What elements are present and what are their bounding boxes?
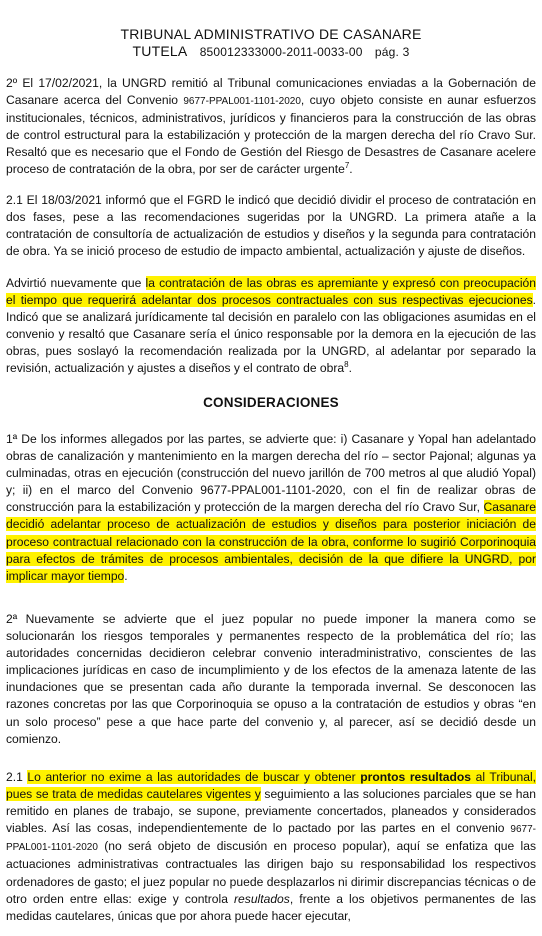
paragraph-2-1: 2.1 El 18/03/2021 informó que el FGRD le indicó que decidió dividir el proceso de contratación en dos fases, pese a las recomendaciones sugeridas por la UNGRD. La primera atañe a la contratación de consultoría de actualización de estudios y diseños y la segunda para contratación de obra. Ya se inició proceso de estudio de impacto ambiental, actualización y ajuste de diseños.	[6, 193, 536, 259]
page-number: pág. 3	[374, 45, 410, 59]
paragraph-2: 2º El 17/02/2021, la UNGRD remitió al Tribunal comunicaciones enviadas a la Gobernación de Casanare acerca del Convenio 9677-PPAL001-1101-2020, cuyo objeto consiste en aunar esfuerzos institucionales, técnicos, administrativos, jurídicos y financieros para la construcción de las obras de control estructural para la estabilización y protección de la margen derecha del río Cravo Sur. Resaltó que es necesario que el Fondo de Gestión del Riesgo de Desastres de Casanare acelere proceso de contratación de la obra, por ser de carácter urgente$^7$.	[6, 76, 536, 177]
tutela-label: TUTELA	[132, 43, 188, 59]
italic-text: resultados	[234, 891, 290, 906]
highlighted-text: la contratación de las obras es apremiante y expresó con preocupación el tiempo que requerirá adelantar dos procesos contractuales con sus respectivas ejecuciones	[6, 276, 536, 308]
footnote-ref-7: 7	[344, 161, 350, 171]
case-line	[6, 43, 536, 61]
consideration-1: 1ª De los informes allegados por las partes, se advierte que: i) Casanare y Yopal han adelantado obras de canalización y mantenimiento en la margen derecha del río – sector Pajonal; algunas ya culminadas, otras en ejecución (construcción del nuevo jarillón de 700 metros al que aludió Yopal) y; ii) en el marco del Convenio 9677-PPAL001-1101-2020, con el fin de realizar obras de construcción para la estabilización y protección de la margen derecha del río Cravo Sur, Casanare decidió adelantar proceso de actualización de estudios y diseños para posterior iniciación de proceso contractual relacionado con la construcción de la obra, conforme lo sugirió Corporinoquia para efectos de trámites de procesos ambientales, decisión de la que difiere la UNGRD, por implicar mayor tiempo.	[6, 432, 536, 583]
highlighted-text: Lo anterior no exime a las autoridades de buscar y obtener prontos resultados al Tribunal, pues se trata de medidas cautelares vigentes y	[6, 770, 536, 802]
consideration-2-1: 2.1 Lo anterior no exime a las autoridades de buscar y obtener prontos resultados al Tribunal, pues se trata de medidas cautelares vigentes y seguimiento a las soluciones parciales que se han remitido en planes de trabajo, se supone, previamente concertados, planeados y considerados viables. Así las cosas, independientemente de lo pactado por las partes en el convenio 9677-PPAL001-1101-2020 (no será objeto de discusión en proceso popular), aquí se enfatiza que las actuaciones administrativas contractuales las dirigen bajo su responsabilidad los respectivos ordenadores de gasto; el juez popular no puede desplazarlos ni dirimir discrepancias técnicas o de otro orden entre ellas: exige y controla resultados, frente a los objetivos permanentes de las medidas cautelares, únicas que por ahora puede hacer ejecutar,	[6, 770, 536, 923]
page-header	[6, 0, 536, 61]
footnote-ref-8: 8	[344, 360, 349, 370]
convenio-number: 9677-PPAL001-1101-2020	[6, 824, 536, 854]
paragraph-advirtio: Advirtió nuevamente que la contratación de las obras es apremiante y expresó con preocupación el tiempo que requerirá adelantar dos procesos contractuales con sus respectivas ejecuciones. Indicó que se analizará jurídicamente tal decisión en paralelo con las obligaciones asumidas en el convenio y resaltó que Casanare sería el único responsable por la demora en la ejecución de las obras, pues soslayó la recomendación realizada por la UNGRD, al adelantar por separado la revisión, actualización y ajustes a diseños y el contrato de obra$^8$.	[6, 276, 536, 376]
highlighted-text: Casanare decidió adelantar proceso de actualización de estudios y diseños para posterior iniciación de proceso contractual relacionado con la construcción de la obra, conforme lo sugirió Corporinoquia para efectos de trámites de procesos ambientales, decisión de la que difiere la UNGRD, por implicar mayor tiempo	[6, 500, 536, 583]
section-heading: CONSIDERACIONES	[203, 395, 339, 410]
bold-text: prontos resultados	[360, 770, 472, 784]
case-number: 850012333000-2011-0033-00	[199, 45, 363, 59]
court-title: TRIBUNAL ADMINISTRATIVO DE CASANARE	[120, 26, 422, 42]
convenio-number: 9677-PPAL001-1101-2020	[183, 96, 301, 108]
consideration-2: 2ª Nuevamente se advierte que el juez popular no puede imponer la manera como se solucionarán los riesgos temporales y permanentes respecto de la problemática del río; las autoridades concernidas decidieron celebrar convenio interadministrativo, conscientes de las implicaciones jurídicas en caso de incumplimiento y de los efectos de la amenaza latente de las inundaciones que se presentan cada año durante la temporada invernal. Se desconocen las razones concretas por las que Corporinoquia se opuso a la contratación de estudios y obras “en un solo proceso” pese a que hace parte del convenio y, al parecer, así se decidió desde un comienzo.	[6, 612, 536, 746]
